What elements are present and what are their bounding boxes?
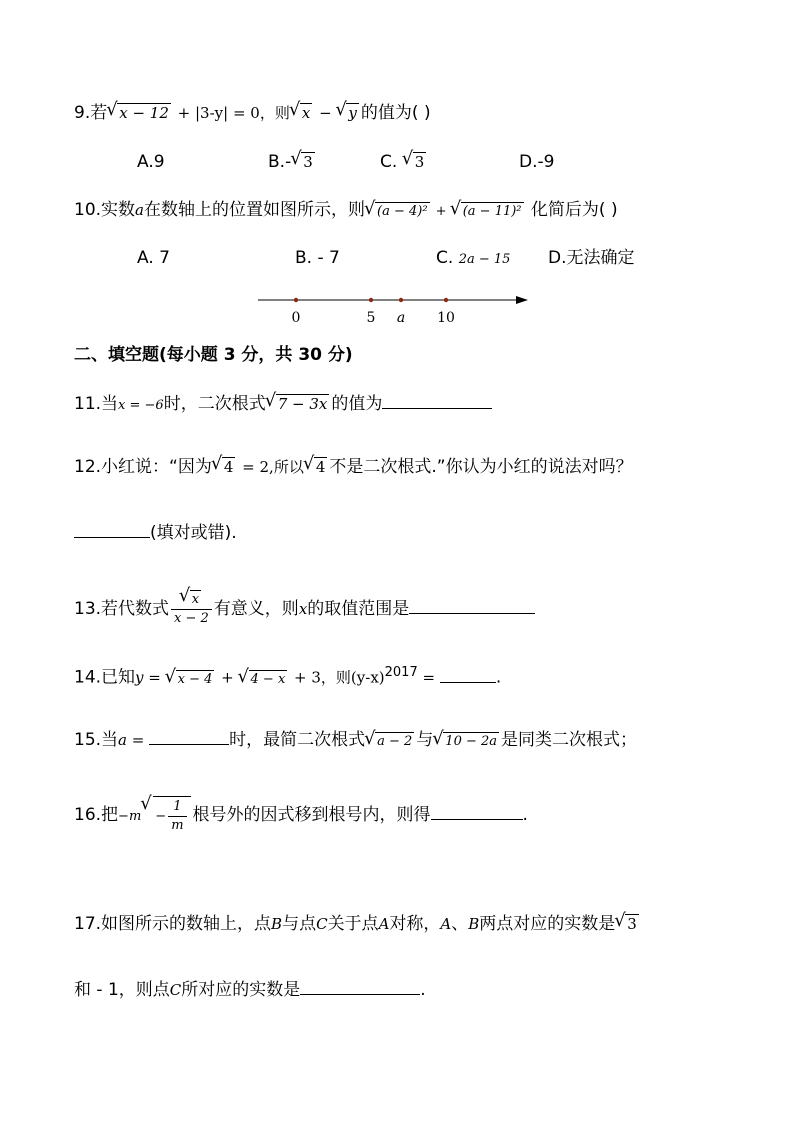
answer-blank[interactable] xyxy=(440,666,496,683)
axis-point xyxy=(399,298,403,302)
answer-blank[interactable] xyxy=(409,597,535,614)
option-c[interactable]: C. √ 3 xyxy=(380,151,428,173)
radical: √ 7 − 3x xyxy=(266,393,330,415)
axis-label: a xyxy=(396,310,406,326)
question-12: 12.小红说：“因为√ 4 = 2,所以√ 4 不是二次根式.”你认为小红的说法对吗？ xyxy=(74,456,633,478)
question-17-line2: 和 - 1，则点C所对应的实数是 . xyxy=(74,980,426,1000)
radical: √ x xyxy=(290,102,312,124)
question-number: 9. xyxy=(74,103,91,123)
radical: √ (a − 11)² xyxy=(451,201,524,223)
axis-point xyxy=(369,298,373,302)
answer-blank[interactable] xyxy=(300,978,420,995)
radical: √ x − 12 xyxy=(107,102,171,124)
axis-label: 5 xyxy=(366,310,376,326)
radical: √ a − 2 xyxy=(365,731,414,753)
fraction: √ $\frac{x}{x - 2}$ xyxy=(171,590,212,628)
section-heading: 二、填空题(每小题 3 分，共 30 分) xyxy=(74,345,353,365)
question-16: 16.把−m√ − $\frac{1}{m}$ 根号外的因式移到根号内，则得 . xyxy=(74,796,528,835)
radical: √ 4 xyxy=(212,456,236,478)
number-line xyxy=(250,288,540,330)
radical: √ 3 xyxy=(615,913,639,935)
option-a[interactable]: A. 7 xyxy=(137,248,170,268)
question-14: 14.已知y = √ x − 4 + √ 4 − x + 3，则$(y-x)^{2017}$ = . xyxy=(74,662,501,691)
option-d[interactable]: D.无法确定 xyxy=(548,248,635,268)
question-9: 9.若√ x − 12 + |3-y| = 0，则√ x − √ y 的值为( ) xyxy=(74,102,431,124)
answer-blank[interactable] xyxy=(149,728,229,745)
answer-blank[interactable] xyxy=(74,521,150,538)
question-15: 15.当a = 时，最简二次根式√ a − 2 与√ 10 − 2a 是同类二次根式； xyxy=(74,728,637,753)
radical: √ − $\frac{1}{m}$ xyxy=(141,796,190,835)
axis-label: 0 xyxy=(291,310,301,326)
axis-point xyxy=(294,298,298,302)
radical: √ 4 xyxy=(304,456,328,478)
option-b[interactable]: B.-√ 3 xyxy=(268,151,317,173)
answer-blank[interactable] xyxy=(431,803,523,820)
question-number: 10. xyxy=(74,200,102,220)
question-13: 13.若代数式 √ $\frac{x}{x - 2}$ 有意义，则x的取值范围是 xyxy=(74,590,535,628)
option-b[interactable]: B. - 7 xyxy=(295,248,340,268)
radical: √ 4 − x xyxy=(239,669,288,691)
axis-point xyxy=(444,298,448,302)
option-a[interactable]: A.9 xyxy=(137,152,165,172)
radical: √ y xyxy=(336,102,358,124)
axis-label: 10 xyxy=(437,310,455,326)
question-17: 17.如图所示的数轴上，点B与点C关于点A对称，A、B两点对应的实数是√ 3 xyxy=(74,913,641,935)
option-d[interactable]: D.-9 xyxy=(519,152,555,172)
radical: √ x − 4 xyxy=(166,669,215,691)
radical: √ 10 − 2a xyxy=(433,731,499,753)
question-11: 11.当x = −6时，二次根式√ 7 − 3x 的值为 xyxy=(74,392,492,417)
answer-blank[interactable] xyxy=(382,392,492,409)
radical: √ (a − 4)² xyxy=(365,201,430,223)
question-10: 10.实数a在数轴上的位置如图所示，则√ (a − 4)² + √ (a − 11)² 化简后为( ) xyxy=(74,199,618,223)
question-12-line2: (填对或错). xyxy=(74,521,237,544)
option-c[interactable]: C. 2a − 15 xyxy=(436,248,511,268)
